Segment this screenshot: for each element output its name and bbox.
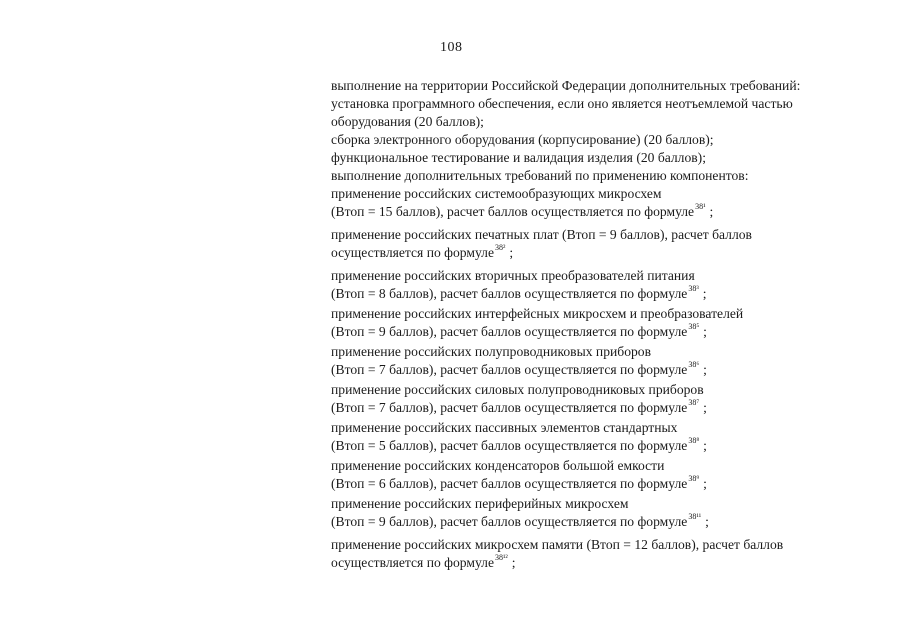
text-line <box>331 343 871 361</box>
line-punctuation: ; <box>703 476 707 491</box>
text-line <box>331 77 871 95</box>
text-line <box>331 113 871 131</box>
line-text: применение российских пассивных элементов стандартных <box>331 420 678 435</box>
line-text: сборка электронного оборудования (корпусирование) (20 баллов); <box>331 132 714 147</box>
text-line <box>331 361 871 381</box>
text-line <box>331 203 871 223</box>
line-text: применение российских системообразующих микросхем <box>331 186 662 201</box>
text-line <box>331 399 871 419</box>
text-line <box>331 226 871 244</box>
line-punctuation: ; <box>703 324 707 339</box>
line-text: выполнение на территории Российской Федерации дополнительных требований: <box>331 78 801 93</box>
line-text: применение российских силовых полупроводниковых приборов <box>331 382 704 397</box>
text-line <box>331 554 871 574</box>
line-punctuation: ; <box>511 555 516 570</box>
line-punctuation: ; <box>705 514 709 529</box>
text-line <box>331 185 871 203</box>
text-line <box>331 95 871 113</box>
text-line <box>331 513 871 533</box>
text-line <box>331 131 871 149</box>
line-punctuation: ; <box>702 286 707 301</box>
line-punctuation: ; <box>709 204 714 219</box>
line-punctuation: ; <box>509 245 514 260</box>
line-text: (Втоп = 7 баллов), расчет баллов осуществляется по формуле <box>331 362 688 377</box>
line-text: применение российских периферийных микросхем <box>331 496 629 511</box>
line-text: осуществляется по формуле <box>331 555 494 570</box>
line-text: выполнение дополнительных требований по применению компонентов: <box>331 168 749 183</box>
text-line <box>331 419 871 437</box>
line-text: применение российских микросхем памяти (Втоп = 12 баллов), расчет баллов <box>331 537 784 552</box>
text-line <box>331 149 871 167</box>
line-text: (Втоп = 9 баллов), расчет баллов осуществляется по формуле <box>331 324 688 339</box>
formula-reference: 38⁹ <box>688 474 700 483</box>
line-punctuation: ; <box>703 400 707 415</box>
line-text: установка программного обеспечения, если оно является неотъемлемой частью <box>331 96 793 111</box>
text-line <box>331 437 871 457</box>
formula-reference: 38⁷ <box>688 398 700 407</box>
line-text: применение российских полупроводниковых приборов <box>331 344 651 359</box>
line-text: (Втоп = 15 баллов), расчет баллов осуществляется по формуле <box>331 204 695 219</box>
text-line <box>331 244 871 264</box>
text-line <box>331 475 871 495</box>
text-line <box>331 267 871 285</box>
formula-reference: 38¹ <box>695 202 706 211</box>
formula-reference: 38¹¹ <box>688 512 702 521</box>
formula-reference: 38⁵ <box>688 322 700 331</box>
line-text: осуществляется по формуле <box>331 245 494 260</box>
line-text: оборудования (20 баллов); <box>331 114 484 129</box>
line-text: (Втоп = 6 баллов), расчет баллов осуществляется по формуле <box>331 476 688 491</box>
text-line <box>331 495 871 513</box>
formula-reference: 38¹² <box>495 553 508 562</box>
line-text: (Втоп = 8 баллов), расчет баллов осуществляется по формуле <box>331 286 688 301</box>
text-line <box>331 323 871 343</box>
formula-reference: 38² <box>495 243 506 252</box>
text-line <box>331 381 871 399</box>
text-line <box>331 285 871 305</box>
line-text: (Втоп = 5 баллов), расчет баллов осуществляется по формуле <box>331 438 688 453</box>
document-body <box>331 77 871 574</box>
text-line <box>331 457 871 475</box>
text-line <box>331 167 871 185</box>
formula-reference: 38⁸ <box>688 436 700 445</box>
line-text: (Втоп = 7 баллов), расчет баллов осуществляется по формуле <box>331 400 688 415</box>
page-number: 108 <box>440 40 463 55</box>
line-text: применение российских конденсаторов большой емкости <box>331 458 665 473</box>
formula-reference: 38⁶ <box>688 360 700 369</box>
text-line <box>331 305 871 323</box>
line-text: применение российских интерфейсных микросхем и преобразователей <box>331 306 744 321</box>
line-text: (Втоп = 9 баллов), расчет баллов осуществляется по формуле <box>331 514 688 529</box>
line-punctuation: ; <box>703 362 707 377</box>
line-text: применение российских вторичных преобразователей питания <box>331 268 695 283</box>
line-text: функциональное тестирование и валидация изделия (20 баллов); <box>331 150 706 165</box>
line-text: применение российских печатных плат (Втоп = 9 баллов), расчет баллов <box>331 227 752 242</box>
formula-reference: 38³ <box>688 284 699 293</box>
text-line <box>331 536 871 554</box>
line-punctuation: ; <box>703 438 707 453</box>
